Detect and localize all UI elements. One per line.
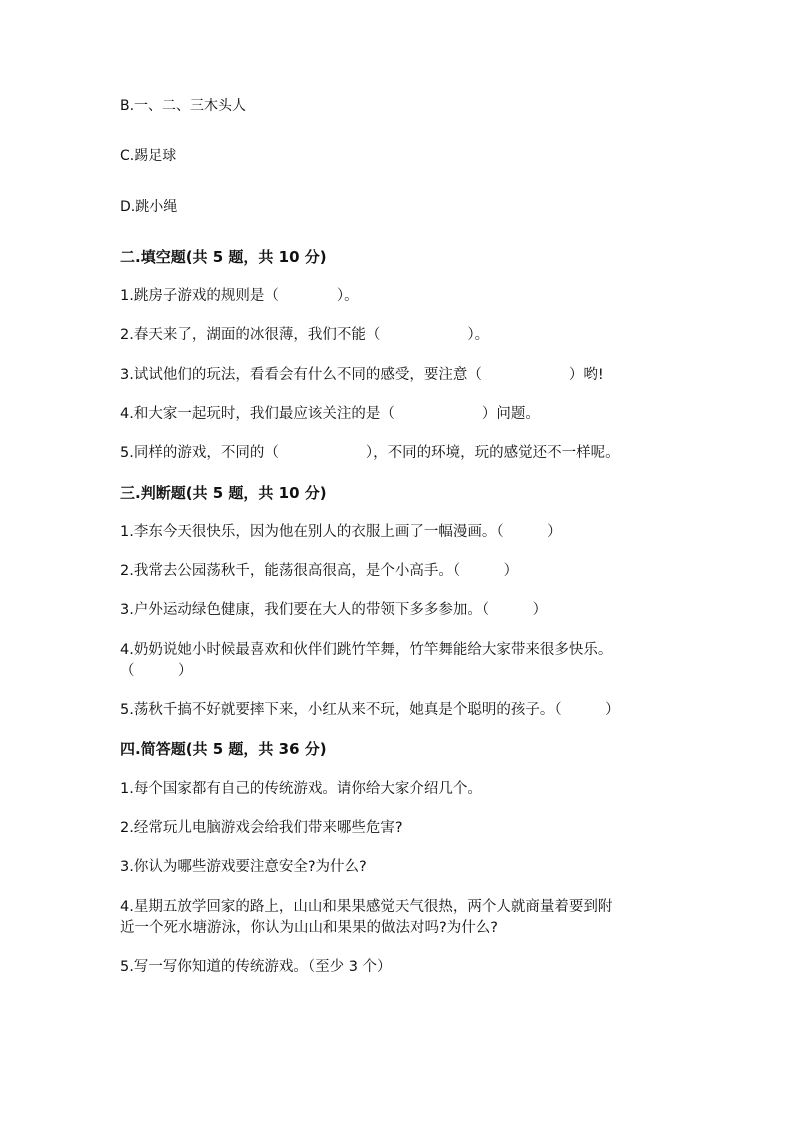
true-false-question-3: 3.户外运动绿色健康，我们要在大人的带领下多多参加。（ ） <box>120 602 548 618</box>
true-false-question-4: 4.奶奶说她小时候最喜欢和伙伴们跳竹竿舞，竹竿舞能给大家带来很多快乐。 <box>120 642 613 658</box>
fill-blank-question-2: 2.春天来了，湖面的冰很薄，我们不能（ ）。 <box>120 327 490 343</box>
true-false-question-5: 5.荡秋千搞不好就要摔下来，小红从来不玩，她真是个聪明的孩子。（ ） <box>120 702 620 718</box>
section-heading-short-answer: 四.简答题(共 5 题，共 36 分) <box>120 740 327 758</box>
true-false-question-1: 1.李东今天很快乐，因为他在别人的衣服上画了一幅漫画。（ ） <box>120 524 562 540</box>
section-heading-true-false: 三.判断题(共 5 题，共 10 分) <box>120 484 327 502</box>
fill-blank-question-1: 1.跳房子游戏的规则是（ ）。 <box>120 288 359 304</box>
fill-blank-question-5: 5.同样的游戏，不同的（ ），不同的环境，玩的感觉还不一样呢。 <box>120 445 620 461</box>
short-answer-question-5: 5.写一写你知道的传统游戏。（至少 3 个） <box>120 959 392 975</box>
short-answer-question-1: 1.每个国家都有自己的传统游戏。请你给大家介绍几个。 <box>120 781 482 797</box>
short-answer-question-4: 4.星期五放学回家的路上，山山和果果感觉天气很热，两个人就商量着要到附 <box>120 899 613 915</box>
short-answer-question-2: 2.经常玩儿电脑游戏会给我们带来哪些危害? <box>120 820 403 836</box>
option-b: B.一、二、三木头人 <box>120 98 247 114</box>
option-d: D.跳小绳 <box>120 199 178 215</box>
section-heading-fill-blank: 二.填空题(共 5 题，共 10 分) <box>120 248 327 266</box>
short-answer-question-4-continued: 近一个死水塘游泳，你认为山山和果果的做法对吗?为什么? <box>120 920 498 936</box>
true-false-question-4-bracket: （ ） <box>120 663 193 679</box>
option-c: C.踢足球 <box>120 148 177 164</box>
short-answer-question-3: 3.你认为哪些游戏要注意安全?为什么? <box>120 859 367 875</box>
true-false-question-2: 2.我常去公园荡秋千，能荡很高很高，是个小高手。（ ） <box>120 563 519 579</box>
fill-blank-question-3: 3.试试他们的玩法，看看会有什么不同的感受，要注意（ ）哟! <box>120 367 604 383</box>
fill-blank-question-4: 4.和大家一起玩时，我们最应该关注的是（ ）问题。 <box>120 406 540 422</box>
